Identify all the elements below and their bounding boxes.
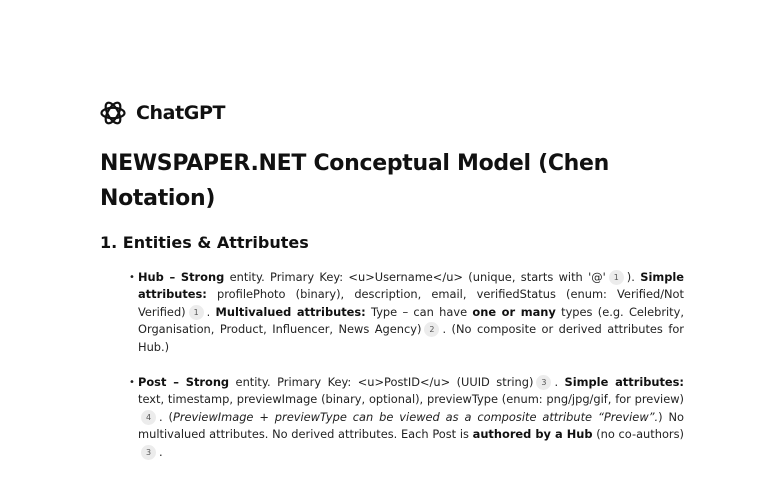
citation-badge[interactable]: 3 — [141, 445, 156, 460]
page-title: NEWSPAPER.NET Conceptual Model (Chen Notation) — [100, 151, 610, 211]
item-text: ) No multivalued attributes. No derived attributes. Each Post is — [138, 409, 684, 442]
simple-attributes-label: Simple attributes: — [564, 375, 684, 390]
item-text: . ( — [159, 409, 173, 424]
simple-attributes-label: Simple attributes: — [138, 270, 684, 302]
entity-strength: Strong — [185, 375, 230, 390]
list-item — [138, 269, 684, 356]
item-text: profilePhoto (binary), description, email, verifiedStatus (enum: Verified/Not Verified) — [138, 287, 684, 319]
emphasis-text: authored by a Hub — [472, 427, 593, 442]
section-heading: 1. Entities & Attributes — [100, 233, 309, 252]
entity-name: Post — [138, 375, 167, 390]
citation-badge[interactable]: 1 — [189, 305, 204, 320]
citation-badge[interactable]: 2 — [424, 322, 439, 337]
emphasis-text: one or many — [472, 304, 556, 319]
brand-name: ChatGPT — [136, 102, 226, 124]
item-text: text, timestamp, previewImage (binary, optional), previewType (enum: png/jpg/gif, for preview) — [138, 392, 684, 407]
citation-badge[interactable]: 4 — [141, 410, 156, 425]
citation-badge[interactable]: 1 — [609, 270, 624, 285]
item-text: . — [554, 375, 565, 390]
citation-badge[interactable]: 3 — [536, 375, 551, 390]
entity-name: Hub — [138, 270, 164, 284]
separator: – — [163, 270, 181, 284]
list-item — [138, 374, 684, 461]
item-text: Type – can have — [365, 304, 473, 319]
item-text: entity. Primary Key: <u>Username</u> (unique, starts with '@' — [224, 270, 606, 284]
item-text: types (e.g. Celebrity, Organisation, Product, Influencer, News Agency) — [138, 304, 684, 337]
item-text: . — [206, 304, 216, 319]
italic-note: PreviewImage + previewType can be viewed as a composite attribute “Preview”. — [172, 409, 659, 424]
item-text: . — [159, 444, 163, 459]
entity-list — [138, 269, 684, 479]
multivalued-attributes-label: Multivalued attributes: — [215, 304, 366, 319]
item-text: (no co-authors) — [592, 427, 684, 442]
openai-logo-icon — [99, 99, 127, 127]
item-text: ). — [626, 270, 641, 284]
separator: – — [166, 375, 186, 390]
item-text: entity. Primary Key: <u>PostID</u> (UUID string) — [229, 375, 534, 390]
brand-logo — [99, 99, 225, 127]
entity-strength: Strong — [180, 270, 225, 284]
item-text: . (No composite or derived attributes for Hub.) — [138, 322, 684, 354]
